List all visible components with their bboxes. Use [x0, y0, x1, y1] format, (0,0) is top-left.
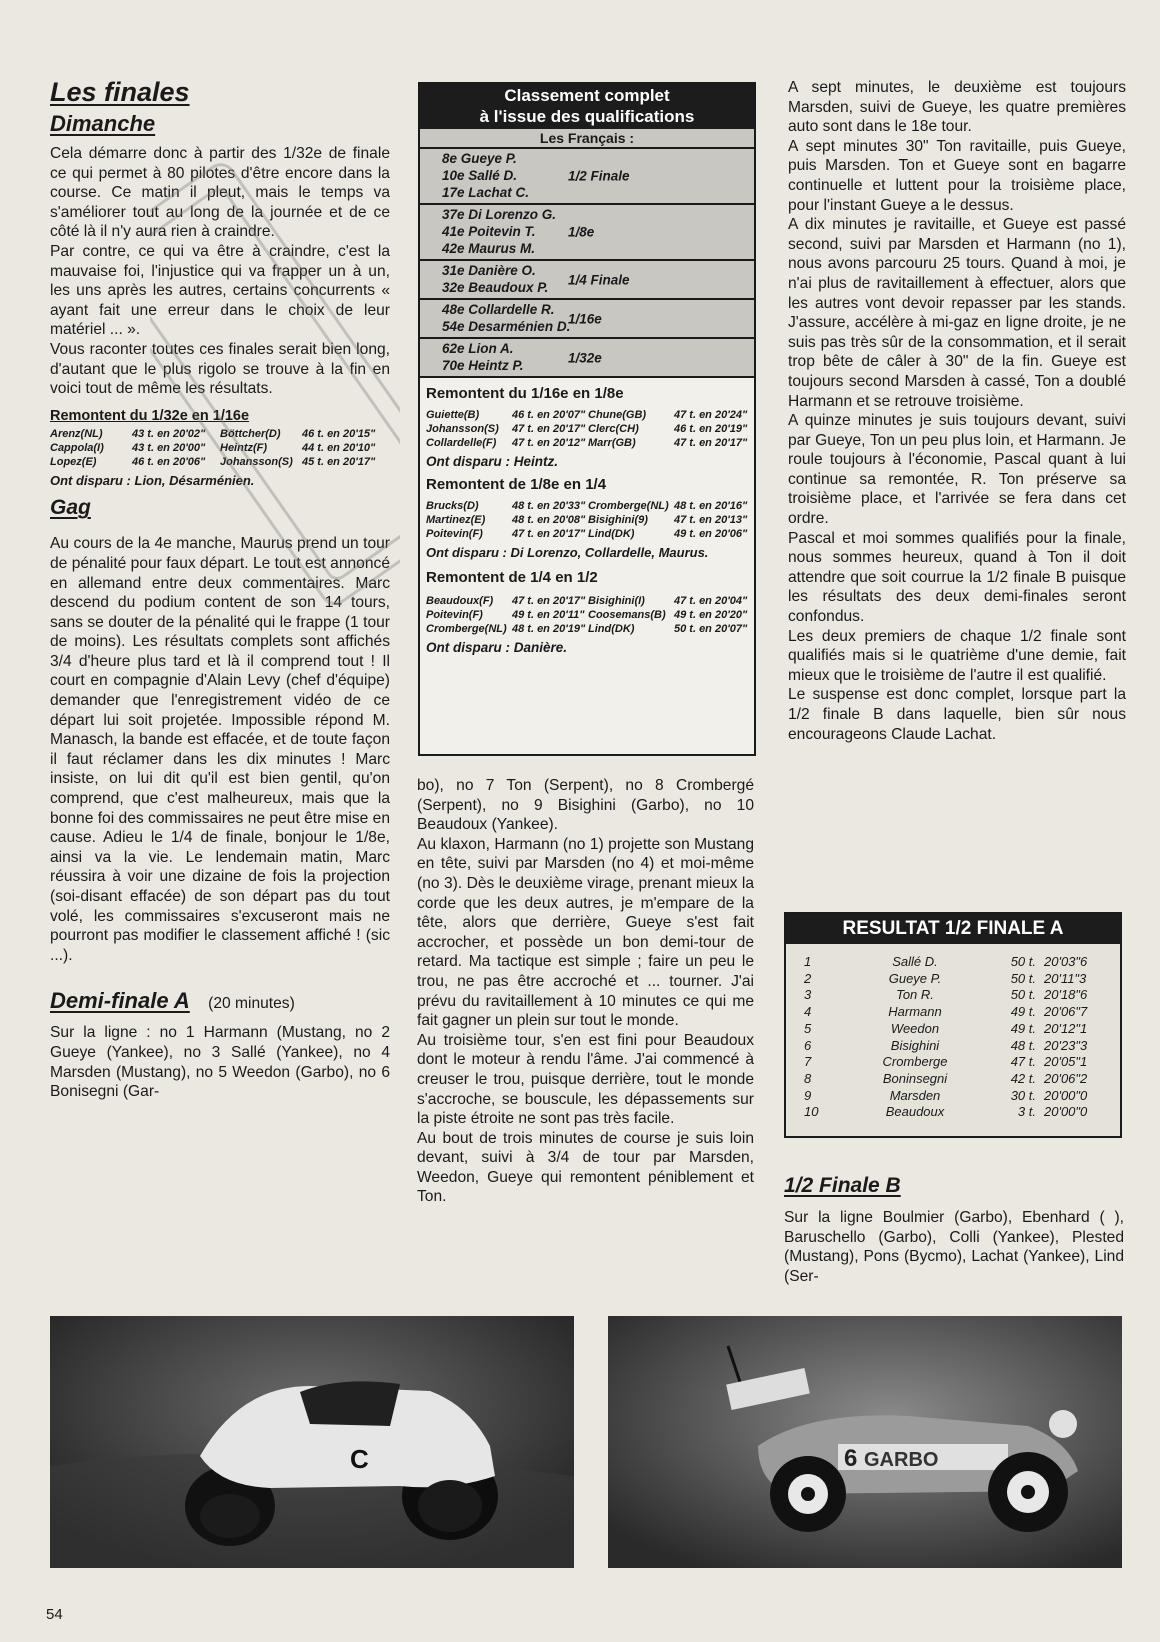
classement-title-line2: à l'issue des qualifications	[479, 107, 695, 126]
driver-result: 46 t. en 20'06"	[132, 455, 206, 468]
driver-result: 46 t. en 20'07"	[512, 409, 586, 421]
result-rank: 5	[804, 1020, 812, 1036]
result-driver: Sallé D.	[892, 954, 938, 969]
qualified-driver: 37e Di Lorenzo G.	[442, 207, 557, 222]
remontent-2-ont-disparu: Ont disparu : Di Lorenzo, Collardelle, Maurus.	[426, 545, 709, 560]
qualified-driver: 54e Desarménien D.	[442, 319, 571, 334]
driver-name: Bisighini(9)	[588, 514, 648, 526]
result-row	[786, 954, 1120, 971]
driver-result: 48 t. en 20'33"	[512, 500, 586, 512]
photo-buggy-left	[50, 1316, 574, 1568]
remontent-1-ont-disparu: Ont disparu : Heintz.	[426, 454, 559, 469]
classement-group	[420, 300, 754, 339]
result-laps: 49 t.	[1010, 1020, 1036, 1036]
qualified-driver: 62e Lion A.	[442, 341, 514, 356]
driver-name: Johansson(S)	[426, 423, 499, 435]
result-row	[786, 971, 1120, 988]
result-row	[786, 1054, 1120, 1071]
ont-disparu: Ont disparu : Lion, Désarménien.	[50, 472, 255, 488]
driver-result: 46 t. en 20'15"	[302, 427, 376, 440]
classement-group	[420, 149, 754, 205]
classement-header	[420, 84, 754, 129]
classement-groups	[420, 149, 754, 378]
driver-name: Heintz(F)	[220, 441, 268, 454]
result-time: 20'06"2	[1044, 1070, 1088, 1086]
driver-name: Marr(GB)	[588, 437, 636, 449]
driver-result: 47 t. en 20'24"	[674, 409, 748, 421]
driver-result: 46 t. en 20'19"	[674, 423, 748, 435]
driver-result: 49 t. en 20'06"	[674, 528, 748, 540]
result-row	[786, 1071, 1120, 1088]
result-time: 20'11"3	[1044, 970, 1087, 986]
result-rank: 10	[804, 1104, 819, 1120]
paragraph: Au bout de trois minutes de course je suis loin devant, suivi à 3/4 de tour par Marsden, Weedon, Gueye qui remontent péniblement et Ton.	[417, 1129, 754, 1206]
driver-name: Lind(DK)	[588, 623, 635, 635]
qualified-driver: 8e Gueye P.	[442, 151, 517, 166]
buggy-illustration	[608, 1316, 1122, 1568]
driver-result: 47 t. en 20'17"	[512, 528, 586, 540]
driver-result: 47 t. en 20'17"	[512, 595, 586, 607]
francais-label: Les Français :	[420, 129, 754, 149]
driver-name: Martinez(E)	[426, 514, 486, 526]
result-rank: 2	[804, 970, 812, 986]
resultat-title: RESULTAT 1/2 FINALE A	[786, 914, 1120, 944]
driver-name: Cromberge(NL)	[588, 500, 669, 512]
result-driver: Boninsegni	[882, 1070, 948, 1086]
paragraph: Pascal et moi sommes qualifiés pour la finale, nous sommes heureux, quand à Ton il doit attendre que soit courrue la 1/2 finale B puisque les résultats des deux demi-finales seront confondus.	[788, 529, 1126, 626]
result-time: 20'06"7	[1044, 1004, 1088, 1020]
result-laps: 50 t.	[1010, 970, 1036, 986]
result-laps: 30 t.	[1010, 1087, 1036, 1103]
classement-box	[418, 82, 756, 756]
car-number: C	[350, 1444, 369, 1474]
buggy-illustration	[50, 1316, 574, 1568]
result-laps: 49 t.	[1010, 1004, 1036, 1020]
result-driver: Beaudoux	[885, 1104, 945, 1120]
driver-name: Coosemans(B)	[588, 609, 666, 621]
driver-name: Guiette(B)	[426, 409, 480, 421]
result-laps: 3 t.	[1017, 1104, 1036, 1120]
driver-result: 48 t. en 20'08"	[512, 514, 586, 526]
qualified-driver: 42e Maurus M.	[442, 241, 536, 256]
remontent-title: Remontent du 1/32e en 1/16e	[50, 407, 250, 424]
driver-result: 50 t. en 20'07"	[674, 623, 748, 635]
result-time: 20'12"1	[1044, 1020, 1088, 1036]
demi-title: Demi-finale A	[50, 988, 190, 1014]
result-laps: 48 t.	[1010, 1037, 1036, 1053]
driver-result: 45 t. en 20'17"	[302, 455, 376, 468]
page-number: 54	[46, 1606, 63, 1623]
driver-name: Böttcher(D)	[220, 427, 281, 440]
paragraph: bo), no 7 Ton (Serpent), no 8 Crombergé (Serpent), no 9 Bisighini (Garbo), no 10 Beaudoux (Yankee).	[417, 777, 754, 834]
photo-buggy-right	[608, 1316, 1122, 1568]
paragraph: Par contre, ce qui va être à craindre, c'est la mauvaise foi, l'injustice qui va frapper un à un, les uns après les autres, certains concurrents « ayant fait une erreur dans le choix de leur matériel ... ».	[50, 242, 390, 339]
driver-name: Johansson(S)	[220, 455, 293, 468]
result-driver: Bisighini	[890, 1037, 940, 1053]
column-right	[788, 78, 1126, 744]
qualified-driver: 70e Heintz P.	[442, 358, 524, 373]
driver-name: Arenz(NL)	[50, 427, 103, 440]
group-stage: 1/4 Finale	[568, 272, 630, 287]
result-time: 20'00"0	[1044, 1087, 1088, 1103]
group-stage: 1/16e	[568, 311, 602, 326]
driver-result: 48 t. en 20'16"	[674, 500, 748, 512]
result-rank: 1	[804, 954, 812, 969]
result-time: 20'05"1	[1044, 1054, 1088, 1070]
classement-group	[420, 261, 754, 300]
result-rank: 3	[804, 987, 812, 1003]
driver-result: 47 t. en 20'13"	[674, 514, 748, 526]
result-driver: Gueye P.	[888, 970, 942, 986]
paragraph: Cela démarre donc à partir des 1/32e de finale ce qui permet à 80 pilotes d'être encore dans la course. Ce matin il pleut, mais le temps va s'améliorer tout au long de la journée et de ce côté là il n'y aura rien à craindre.	[50, 145, 390, 241]
qualified-driver: 32e Beaudoux P.	[442, 280, 549, 295]
result-row	[786, 1104, 1120, 1121]
driver-name: Beaudoux(F)	[426, 595, 494, 607]
driver-name: Chune(GB)	[588, 409, 647, 421]
paragraph: Les deux premiers de chaque 1/2 finale sont qualifiés mais si le quatrième d'une demie, fait mieux que le troisième de l'autre il est qualifié.	[788, 627, 1126, 684]
driver-name: Brucks(D)	[426, 500, 479, 512]
remontent-3-table	[426, 594, 754, 636]
paragraph: A dix minutes je ravitaille, et Gueye est passé second, suivi par Marsden et Harmann (no 1), nous avons parcouru 25 tours. Quand à moi, je n'ai plus de ravitaillement à effectuer, alors que les autres vont devoir repasser par les stands. J'assure, accélère à mi-gaz en ligne droite, je ne suis pas très sûr de la consommation, et il serait trop bête de câler à 30" de la fin. Gueye est toujours second Marsden à cassé, Ton a doublé Harmann et se retrouve troisième.	[788, 216, 1126, 410]
group-stage: 1/32e	[568, 350, 602, 365]
driver-name: Cappola(I)	[50, 441, 104, 454]
driver-name: Poitevin(F)	[426, 528, 483, 540]
demi-heading	[50, 987, 390, 1017]
result-time: 20'18"6	[1044, 987, 1088, 1003]
classement-title-line1: Classement complet	[504, 86, 670, 105]
driver-name: Bisighini(I)	[588, 595, 645, 607]
resultat-box	[784, 912, 1122, 1138]
qualified-driver: 17e Lachat C.	[442, 185, 530, 200]
driver-result: 47 t. en 20'04"	[674, 595, 748, 607]
classement-group	[420, 205, 754, 261]
result-row	[786, 1038, 1120, 1055]
group-stage: 1/8e	[568, 224, 595, 240]
driver-name: Lopez(E)	[50, 455, 97, 468]
car-sponsor: GARBO	[864, 1449, 939, 1471]
driver-name: Collardelle(F)	[426, 437, 497, 449]
result-rank: 9	[804, 1087, 812, 1103]
remontent-1-table	[426, 408, 754, 450]
remontent-1-title: Remontent du 1/16e en 1/8e	[426, 385, 624, 402]
result-driver: Harmann	[888, 1004, 942, 1020]
gag-title: Gag	[50, 496, 91, 520]
result-rank: 7	[804, 1054, 812, 1070]
result-rank: 8	[804, 1070, 812, 1086]
remontent-3-title: Remontent de 1/4 en 1/2	[426, 569, 598, 586]
paragraph: Sur la ligne Boulmier (Garbo), Ebenhard ( ), Baruschello (Garbo), Colli (Yankee), Plested (Mustang), Pons (Bycmo), Lachat (Yankee), Lind (Ser-	[784, 1209, 1124, 1285]
section-title: Les finales	[50, 77, 190, 107]
qualified-driver: 31e Danière O.	[442, 263, 536, 278]
result-row	[786, 987, 1120, 1004]
column-middle	[417, 776, 754, 1207]
result-row	[786, 1004, 1120, 1021]
driver-name: Cromberge(NL)	[426, 623, 507, 635]
remontent-3-ont-disparu: Ont disparu : Danière.	[426, 640, 568, 655]
result-time: 20'03"6	[1044, 954, 1088, 969]
result-driver: Marsden	[889, 1087, 941, 1103]
paragraph: A quinze minutes je suis toujours devant, suivi par Gueye, Ton un peu plus loin, et Harmann. Je roule toujours à l'économie, Pascal quant à lui continue sa remontée, R. Ton préserve sa troisième place, et l'arrivée se fera dans cet ordre.	[788, 412, 1126, 528]
paragraph: A sept minutes, le deuxième est toujours Marsden, suivi de Gueye, les quatre premières auto sont dans le 18e tour.	[788, 79, 1126, 136]
driver-result: 48 t. en 20'19"	[512, 623, 586, 635]
gag-paragraph: Au cours de la 4e manche, Maurus prend un tour de pénalité pour faux départ. Le tout est annoncé en allemand entre deux commentaires. Marc descend du podium content de son 14 tours, sans se douter de la pénalité qui le frappe (1 tour de moins). Les résultats complets sont affichés 3/4 d'heure plus tard et là il comprend tout ! Il court en compagnie d'Alain Levy (chef d'équipe) demander que l'enregistrement vidéo de ce départ lui soit projetée. Impossible répond M. Manasch, la bande est effacée, et de toute façon il faut réclamer dans les dix minutes ! Marc insiste, on lui dit qu'il est bien gentil, qu'on comprend, que c'est malheureux, mais que la bonne foi des commissaires ne peut être mise en cause. Adieu le 1/4 de finale, bonjour le 1/8e, ainsi va la vie. Le lendemain matin, Marc réussira à voir une dizaine de fois la projection (soi-disant effacée) de son départ pas du tout volé, les commissaires s'excuseront mais ne pourront pas modifier le classement affiché ! (sic ...).	[50, 535, 390, 964]
finale-b-section	[784, 1172, 1124, 1286]
result-row	[786, 1088, 1120, 1105]
result-time: 20'00"0	[1044, 1104, 1088, 1120]
finale-b-title: 1/2 Finale B	[784, 1174, 901, 1197]
group-stage: 1/2 Finale	[568, 168, 630, 184]
remontent-table	[50, 427, 390, 469]
paragraph: Au troisième tour, s'en est fini pour Beaudoux dont le moteur à rendu l'âme. J'ai commencé à creuser le trou, puisque derrière, tout le monde s'accroche, se bouscule, les dépassements sur la piste étroite ne sont pas très facile.	[417, 1031, 754, 1128]
demi-duration: (20 minutes)	[208, 995, 295, 1013]
driver-name: Poitevin(F)	[426, 609, 483, 621]
driver-name: Lind(DK)	[588, 528, 635, 540]
paragraph: Le suspense est donc complet, lorsque part la 1/2 finale B dans laquelle, bien sûr nous encourageons Claude Lachat.	[788, 686, 1126, 743]
paragraph: A sept minutes 30" Ton ravitaille, puis Gueye, puis Marsden. Ton et Gueye sont en bagarre continuelle et luttent pour la troisième place, pour l'instant Gueye a le dessus.	[788, 137, 1126, 214]
column-left	[50, 76, 390, 1102]
result-laps: 50 t.	[1010, 954, 1036, 969]
section-subtitle: Dimanche	[50, 111, 156, 136]
driver-result: 44 t. en 20'10"	[302, 441, 376, 454]
driver-result: 43 t. en 20'02"	[132, 427, 206, 440]
result-rank: 4	[804, 1004, 812, 1020]
qualified-driver: 41e Poitevin T.	[442, 224, 536, 239]
paragraph: Au klaxon, Harmann (no 1) projette son Mustang en tête, suivi par Marsden (no 4) et moi-même (no 3). Dès le deuxième virage, prenant mieux la corde que les deux autres, je m'empare de la tête, alors que derrière, Gueye s'est fait accrocher, et possède un bon demi-tour de retard. Ma tactique est simple ; faire un peu le trou, ne pas être accroché et ... tourner. J'ai prévu du ravitaillement à 10 minutes ce qui me fait gagner un plein sur tout le monde.	[417, 835, 754, 1030]
driver-result: 47 t. en 20'12"	[512, 437, 586, 449]
result-driver: Ton R.	[896, 987, 934, 1003]
result-driver: Cromberge	[882, 1054, 948, 1070]
result-laps: 42 t.	[1010, 1070, 1036, 1086]
result-time: 20'23"3	[1044, 1037, 1088, 1053]
classement-group	[420, 339, 754, 378]
car-number: 6	[844, 1445, 858, 1472]
driver-result: 47 t. en 20'17"	[674, 437, 748, 449]
driver-result: 47 t. en 20'17"	[512, 423, 586, 435]
paragraph: Vous raconter toutes ces finales serait bien long, d'autant que le plus rigolo se trouve à la fin en voici tout de même les résultats.	[50, 340, 390, 398]
result-row	[786, 1021, 1120, 1038]
result-laps: 47 t.	[1010, 1054, 1036, 1070]
remontent-2-table	[426, 499, 754, 541]
result-laps: 50 t.	[1010, 987, 1036, 1003]
driver-name: Clerc(CH)	[588, 423, 639, 435]
remontent-2-title: Remontent de 1/8e en 1/4	[426, 476, 607, 493]
resultat-table	[786, 944, 1120, 1121]
result-driver: Weedon	[890, 1020, 940, 1036]
qualified-driver: 10e Sallé D.	[442, 168, 518, 183]
result-rank: 6	[804, 1037, 812, 1053]
driver-result: 43 t. en 20'00"	[132, 441, 206, 454]
qualified-driver: 48e Collardelle R.	[442, 302, 555, 317]
paragraph: Sur la ligne : no 1 Harmann (Mustang, no 2 Gueye (Yankee), no 3 Sallé (Yankee), no 4 Marsden (Mustang), no 5 Weedon (Garbo), no 6 Bonisegni (Gar-	[50, 1024, 390, 1101]
driver-result: 49 t. en 20'20"	[674, 609, 748, 621]
driver-result: 49 t. en 20'11"	[512, 609, 585, 621]
